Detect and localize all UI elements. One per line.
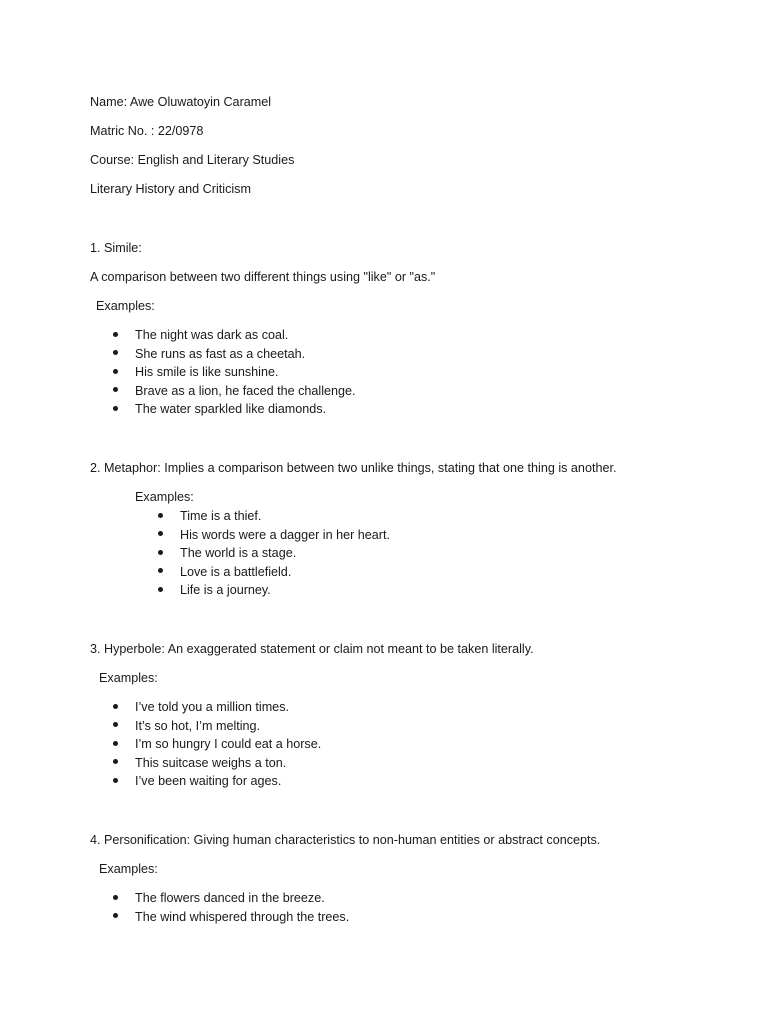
list-item: Brave as a lion, he faced the challenge. <box>113 383 356 402</box>
section-heading-simile: 1. Simile: <box>90 241 142 255</box>
bullet-icon <box>113 704 118 709</box>
bullet-icon <box>113 741 118 746</box>
bullet-icon <box>113 913 118 918</box>
bullet-icon <box>113 722 118 727</box>
student-name: Name: Awe Oluwatoyin Caramel <box>90 95 272 109</box>
list-item: The night was dark as coal. <box>113 327 356 346</box>
list-item: This suitcase weighs a ton. <box>113 755 321 774</box>
list-item: The flowers danced in the breeze. <box>113 890 349 909</box>
list-item: It’s so hot, I’m melting. <box>113 718 321 737</box>
examples-list-metaphor <box>158 508 390 601</box>
bullet-icon <box>158 550 163 555</box>
list-item: His smile is like sunshine. <box>113 364 356 383</box>
list-item: The wind whispered through the trees. <box>113 909 349 928</box>
section-heading-personification: 4. Personification: Giving human characteristics to non-human entities or abstract concepts. <box>90 833 601 847</box>
bullet-icon <box>113 387 118 392</box>
list-item: The water sparkled like diamonds. <box>113 401 356 420</box>
bullet-icon <box>113 895 118 900</box>
list-item: The world is a stage. <box>158 545 390 564</box>
bullet-icon <box>113 406 118 411</box>
section-definition-simile: A comparison between two different things using "like" or "as." <box>90 270 436 284</box>
list-item: I’ve told you a million times. <box>113 699 321 718</box>
bullet-icon <box>113 369 118 374</box>
bullet-icon <box>158 568 163 573</box>
list-item: Love is a battlefield. <box>158 564 390 583</box>
list-item: I’ve been waiting for ages. <box>113 773 321 792</box>
list-item: She runs as fast as a cheetah. <box>113 346 356 365</box>
examples-label: Examples: <box>99 671 158 685</box>
bullet-icon <box>113 778 118 783</box>
list-item: Time is a thief. <box>158 508 390 527</box>
examples-label: Examples: <box>96 299 155 313</box>
examples-list-simile <box>113 327 356 420</box>
section-heading-hyperbole: 3. Hyperbole: An exaggerated statement or claim not meant to be taken literally. <box>90 642 534 656</box>
section-heading-metaphor: 2. Metaphor: Implies a comparison between two unlike things, stating that one thing is another. <box>90 461 617 475</box>
examples-label: Examples: <box>135 490 194 504</box>
bullet-icon <box>113 350 118 355</box>
examples-list-personification <box>113 890 349 927</box>
examples-list-hyperbole <box>113 699 321 792</box>
bullet-icon <box>113 332 118 337</box>
matric-number: Matric No. : 22/0978 <box>90 124 204 138</box>
bullet-icon <box>158 587 163 592</box>
list-item: I’m so hungry I could eat a horse. <box>113 736 321 755</box>
examples-label: Examples: <box>99 862 158 876</box>
bullet-icon <box>158 513 163 518</box>
bullet-icon <box>158 531 163 536</box>
subject-title: Literary History and Criticism <box>90 182 251 196</box>
bullet-icon <box>113 759 118 764</box>
course-title: Course: English and Literary Studies <box>90 153 295 167</box>
list-item: Life is a journey. <box>158 582 390 601</box>
list-item: His words were a dagger in her heart. <box>158 527 390 546</box>
